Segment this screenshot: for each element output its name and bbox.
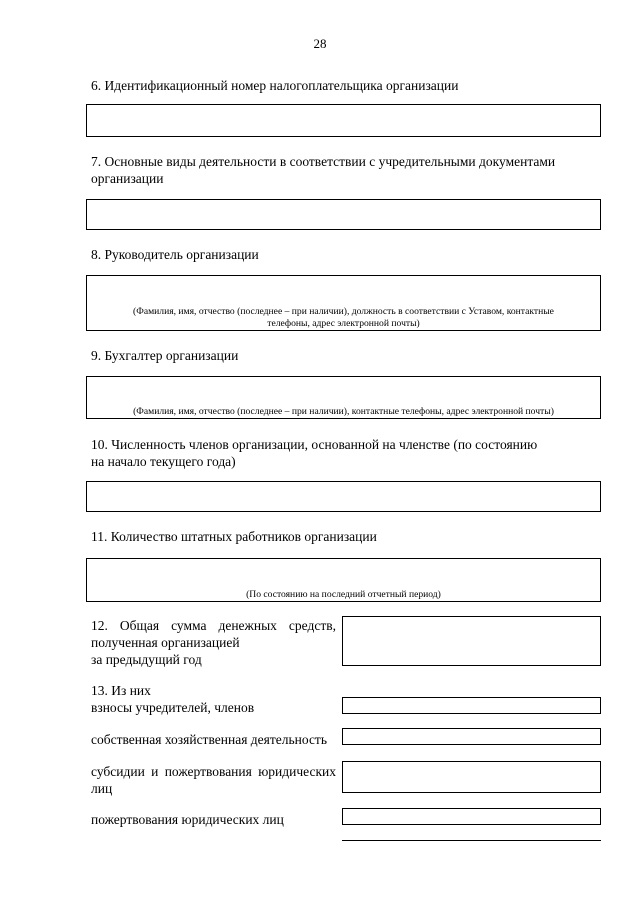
accountant-hint: (Фамилия, имя, отчество (последнее – при наличии), контактные телефоны, адрес электронной почты)	[133, 406, 554, 417]
breakdown-item-label: пожертвования юридических лиц	[91, 812, 284, 827]
subsidies-field[interactable]	[342, 761, 601, 793]
total-funds-label-line3: за предыдущий год	[91, 652, 202, 667]
activity-label-line1: 7. Основные виды деятельности в соответствии с учредительными документами	[91, 154, 556, 169]
members-field[interactable]	[86, 481, 601, 512]
head-label: 8. Руководитель организации	[91, 247, 259, 262]
accountant-label: 9. Бухгалтер организации	[91, 348, 239, 363]
staff-hint: (По состоянию на последний отчетный период)	[246, 589, 441, 600]
members-label-line2: на начало текущего года)	[91, 454, 236, 469]
staff-label: 11. Количество штатных работников организации	[91, 529, 377, 544]
breakdown-item-label: собственная хозяйственная деятельность	[91, 732, 327, 747]
total-funds-field[interactable]	[342, 616, 601, 666]
breakdown-label: 13. Из них	[91, 683, 151, 698]
activity-label-line2: организации	[91, 171, 164, 186]
total-funds-label-line2: полученная организацией	[91, 635, 240, 650]
total-funds-label-line1: 12. Общая сумма денежных средств,	[91, 618, 336, 633]
member-fees-field[interactable]	[342, 697, 601, 714]
breakdown-item-label: взносы учредителей, членов	[91, 700, 255, 715]
continuation-line	[342, 840, 601, 841]
legal-donations-field[interactable]	[342, 808, 601, 825]
page-number: 28	[313, 36, 327, 51]
activity-field[interactable]	[86, 199, 601, 230]
inn-field[interactable]	[86, 104, 601, 137]
inn-label: 6. Идентификационный номер налогоплательщика организации	[91, 78, 459, 93]
head-hint-line2: телефоны, адрес электронной почты)	[267, 318, 420, 329]
breakdown-item-label: субсидии и пожертвования юридических	[91, 764, 336, 779]
business-activity-field[interactable]	[342, 728, 601, 745]
members-label-line1: 10. Численность членов организации, основанной на членстве (по состоянию	[91, 437, 538, 452]
breakdown-item-label-line2: лиц	[91, 781, 113, 796]
head-hint-line1: (Фамилия, имя, отчество (последнее – при наличии), должность в соответствии с Уставом, контактные	[133, 306, 554, 317]
